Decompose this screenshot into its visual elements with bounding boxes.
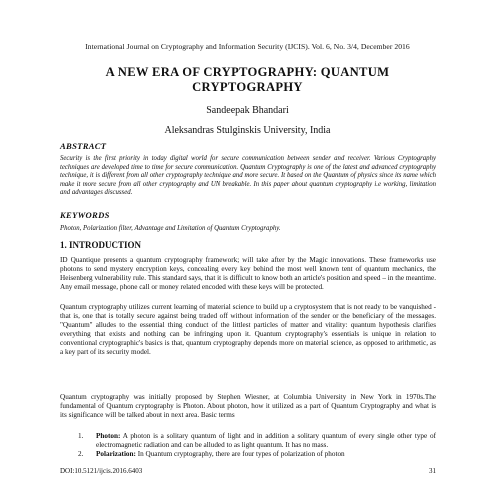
list-item-number: 2.	[78, 450, 84, 459]
abstract-body: Security is the first priority in today digital world for secure communication between sender and receiver. Various Cryptography techniques are developed time to time for secure communication. Quantum Cryptography is one of the latest and advanced cryptography technique, it is different from all other cryptography technique and more secure. It based on the Quantum of physics since its name which make it more secure from all other cryptography and UN breakable. In this paper about quantum cryptography i.e working, limitation and advantages discussed.	[60, 155, 436, 197]
list-item-number: 1.	[78, 432, 84, 440]
doi-footer: DOI:10.5121/ijcis.2016.6403	[60, 467, 143, 475]
paper-title	[0, 65, 495, 95]
intro-paragraph-2: Quantum cryptography utilizes current learning of material science to build up a cryptosystem that is not ready to be vanquished - that is, one that is totally secure against being traded off without information of the sender or the beneficiary of the messages. "Quantum" alludes to the essential thing conduct of the littlest particles of matter and vitality: quantum hypothesis clarifies everything that exists and nothing can be infringing upon it. Quantum cryptography's essentials is unique in relation to conventional cryptographic's basics is that, quantum cryptography depends more on material science, as opposed to arithmetic, as a key part of its security model.	[60, 303, 436, 357]
title-line-1: A NEW ERA OF CRYPTOGRAPHY: QUANTUM	[105, 65, 390, 79]
page-number: 31	[429, 467, 436, 475]
list-item-text: In Quantum cryptography, there are four types of polarization of photon	[135, 450, 345, 459]
author-name: Sandeepak Bhandari	[206, 105, 289, 116]
keywords-body: Photon, Polarization filter, Advantage and Limitation of Quantum Cryptography.	[60, 225, 281, 232]
keywords-heading: KEYWORDS	[60, 210, 110, 220]
author-affiliation: Aleksandras Stulginskis University, India	[164, 125, 331, 136]
intro-paragraph-1: ID Quantique presents a quantum cryptography framework; will take after by the Magic innovations. These frameworks use photons to send mystery encryption keys, concealing every key behind the most well known tent of quantum mechanics, the Heisenberg vulnerability rule. This standard says, that it is difficult to know both an article's position and speed – in the meantime. Any email message, phone call or money related encoded with these keys will be protected.	[60, 256, 436, 292]
list-item	[78, 432, 436, 450]
introduction-heading: 1. INTRODUCTION	[60, 240, 142, 250]
list-item	[78, 450, 436, 459]
list-item-term: Photon:	[96, 432, 121, 440]
abstract-heading: ABSTRACT	[60, 141, 107, 151]
basic-terms-list	[78, 432, 436, 459]
list-item-text: A photon is a solitary quantum of light and in addition a solitary quantum of every single other type of electromagnetic radiation and can be alluded to as light quantum. It has no mass.	[96, 432, 436, 450]
journal-header: International Journal on Cryptography and Information Security (IJCIS). Vol. 6, No. 3/4, December 2016	[85, 42, 410, 51]
list-item-term: Polarization:	[96, 450, 136, 459]
title-line-2: CRYPTOGRAPHY	[192, 80, 303, 94]
intro-paragraph-3: Quantum cryptography was initially proposed by Stephen Wiesner, at Columbia University in New York in 1970s.The fundamental of Quantum cryptography is Photon. About photon, how it utilized as a part of Quantum Cryptography and what is its significance will be talked about in next area. Basic terms	[60, 393, 436, 420]
